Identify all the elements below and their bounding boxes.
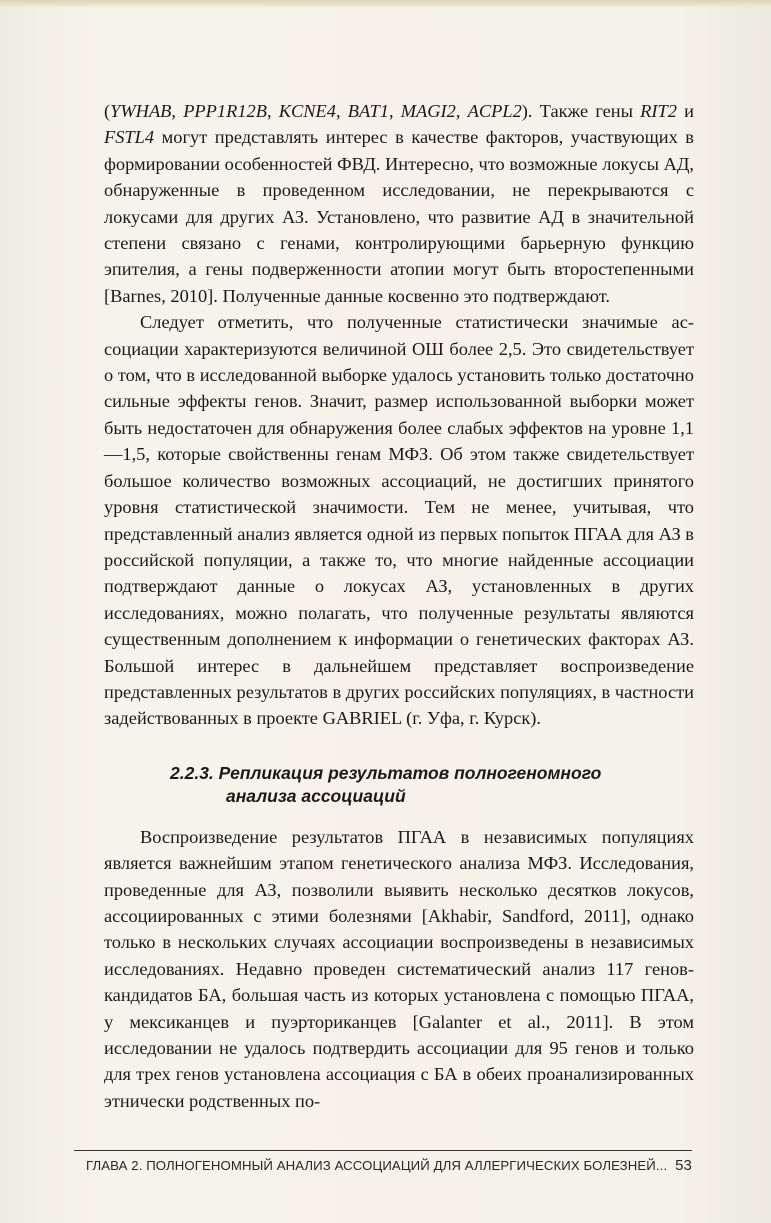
section-heading-line-1: 2.2.3. Репликация результатов полногеномного [170,762,602,783]
paragraph-3: Воспроизведение результатов ПГАА в независимых популяциях является важнейшим этапом генетического анализа МФЗ. Исследования, проведенные для АЗ, позволили выявить несколько десятков локусов, ассоциированных с этими болезнями [Akhabir, Sandford, 2011], однако только в нескольких случаях ассоциации воспроизведены в независимых исследованиях. Недавно проведен систематический анализ 117 генов-кандидатов БА, большая часть из которых установлена с помощью ПГАА, у мексиканцев и пуэрториканцев [Galanter et al., 2011]. В этом исследовании не удалось подтвердить ассоциации для 95 генов и только для трех генов установлена ассоциация с БА в обеих проанализированных этнически родственных по- [104,826,694,1111]
section-heading [104,762,694,808]
paragraph-1: (YWHAB, PPP1R12B, KCNE4, BAT1, MAGI2, ACPL2). Также гены RIT2 и FSTL4 могут представлять интерес в качестве факторов, участвующих в формировании особенностей ФВД. Интересно, что возможные локусы АД, обнаруженные в проведенном исследовании, не перекрываются с локусами для других АЗ. Установлено, что развитие АД в значительной степени связано с генами, контролирующими барьерную функцию эпителия, а гены подверженности атопии могут быть второстепенными [Barnes, 2010]. Полученные данные косвенно это подтверждают. [104,101,694,306]
gene-name: YWHAB [110,101,172,121]
gene-name: MAGI2 [400,101,456,121]
chapter-title: ГЛАВА 2. ПОЛНОГЕНОМНЫЙ АНАЛИЗ АССОЦИАЦИЙ ДЛЯ АЛЛЕРГИЧЕСКИХ БОЛЕЗНЕЙ... [86,1158,668,1173]
page-top-edge [0,0,771,8]
gene-name: BAT1 [347,101,389,121]
gene-name: PPP1R12B [183,101,267,121]
footer-divider [74,1150,692,1151]
paragraph-2: Следует отметить, что полученные статистически значимые ассоциации характеризуются величиной ОШ более 2,5. Это свидетельствует о том, что в исследованной выборке удалось установить только достаточно сильные эффекты генов. Значит, размер использованной выборки может быть недостаточен для обнаружения более слабых эффектов на уровне 1,1—1,5, которые свойственны генам МФЗ. Об этом также свидетельствует большое количество возможных ассоциаций, не достигших принятого уровня статистической значимости. Тем не менее, учитывая, что представленный анализ является одной из первых попыток ПГАА для АЗ в российской популяции, а также то, что многие найденные ассоциации подтверждают данные о локусах АЗ, установленных в других исследованиях, можно полагать, что полученные результаты являются существенным дополнением к информации о генетических факторах АЗ. Большой интерес в дальнейшем представляет воспроизведение представленных результатов в других российских популяциях, в частности задействованных в проекте GABRIEL (г. Уфа, г. Курск). [104,312,694,729]
section-heading-line-2: анализа ассоциаций [226,785,406,806]
gene-name: ACPL2 [467,101,522,121]
gene-name: FSTL4 [104,127,155,148]
body-text [104,98,694,1114]
gene-name: KCNE4 [278,101,336,121]
page-number: 53 [675,1157,692,1174]
gene-name: RIT2 [640,101,677,121]
